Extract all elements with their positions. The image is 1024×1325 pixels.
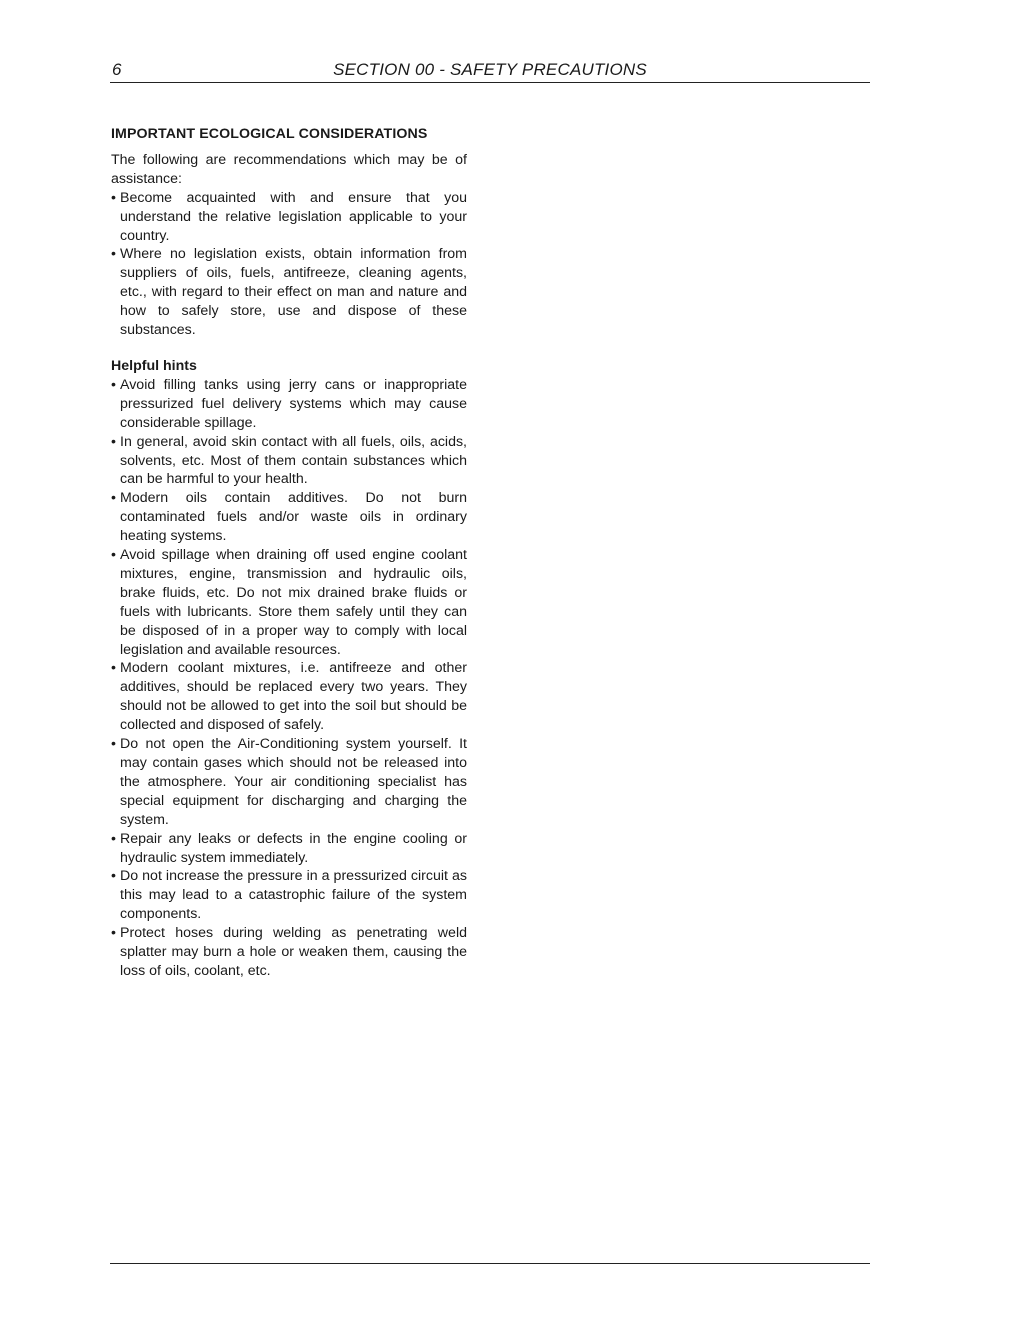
- ecological-list: [111, 189, 467, 340]
- page-header: [110, 58, 870, 83]
- list-item: [111, 489, 467, 546]
- bullet-icon: •: [111, 189, 116, 206]
- section-title: SECTION 00 - SAFETY PRECAUTIONS: [333, 60, 647, 79]
- bullet-icon: •: [111, 868, 116, 885]
- list-item: [111, 659, 467, 735]
- helpful-hints-heading: Helpful hints: [111, 357, 197, 374]
- list-item-text: Modern oils contain additives. Do not burn contaminated fuels and/or waste oils in ordinary heating systems.: [120, 490, 467, 545]
- bullet-icon: •: [111, 830, 116, 847]
- list-item: [111, 830, 467, 868]
- list-item-text: Modern coolant mixtures, i.e. antifreeze and other additives, should be replaced every two years. They should not be allowed to get into the soil but should be collected and disposed of safely.: [120, 660, 467, 734]
- list-item: [111, 735, 467, 830]
- list-item: [111, 867, 467, 924]
- list-item-text: Avoid spillage when draining off used engine coolant mixtures, engine, transmission and hydraulic oils, brake fluids, etc. Do not mix drained brake fluids or fuels with lubricants. Store them safely until they can be disposed of in a proper way to comply with local legislation and available resources.: [120, 547, 467, 658]
- bullet-icon: •: [111, 490, 116, 507]
- list-item-text: Become acquainted with and ensure that you understand the relative legislation applicable to your country.: [120, 189, 467, 244]
- bullet-icon: •: [111, 736, 116, 753]
- bullet-icon: •: [111, 660, 116, 677]
- list-item-text: Where no legislation exists, obtain information from suppliers of oils, fuels, antifreeze, cleaning agents, etc., with regard to their effect on man and nature and how to safely store, use and dispose of these substances.: [120, 246, 467, 339]
- list-item-text: Do not open the Air-Conditioning system yourself. It may contain gases which should not be released into the atmosphere. Your air conditioning specialist has special equipment for discharging and charging the system.: [120, 736, 467, 828]
- ecological-intro: The following are recommendations which may be of assistance:: [111, 151, 467, 187]
- list-item: [111, 924, 467, 981]
- ecological-heading: IMPORTANT ECOLOGICAL CONSIDERATIONS: [111, 126, 428, 142]
- bullet-icon: •: [111, 376, 116, 393]
- bullet-icon: •: [111, 547, 116, 564]
- list-item-text: Repair any leaks or defects in the engine cooling or hydraulic system immediately.: [120, 830, 467, 866]
- bullet-icon: •: [111, 925, 116, 942]
- main-content: [111, 125, 467, 981]
- bullet-icon: •: [111, 433, 116, 450]
- list-item: [111, 376, 467, 433]
- bullet-icon: •: [111, 246, 116, 263]
- list-item-text: Avoid filling tanks using jerry cans or inappropriate pressurized fuel delivery systems which may cause considerable spillage.: [120, 376, 467, 431]
- list-item-text: Protect hoses during welding as penetrating weld splatter may burn a hole or weaken them, causing the loss of oils, coolant, etc.: [120, 925, 467, 979]
- hints-list: [111, 376, 467, 981]
- list-item: [111, 546, 467, 659]
- list-item-text: In general, avoid skin contact with all fuels, oils, acids, solvents, etc. Most of them contain substances which can be harmful to your health.: [120, 433, 467, 488]
- footer-rule: [110, 1263, 870, 1264]
- page-number: 6: [112, 60, 122, 79]
- list-item: [111, 245, 467, 340]
- list-item: [111, 189, 467, 246]
- list-item-text: Do not increase the pressure in a pressurized circuit as this may lead to a catastrophic failure of the system components.: [120, 868, 467, 923]
- list-item: [111, 433, 467, 490]
